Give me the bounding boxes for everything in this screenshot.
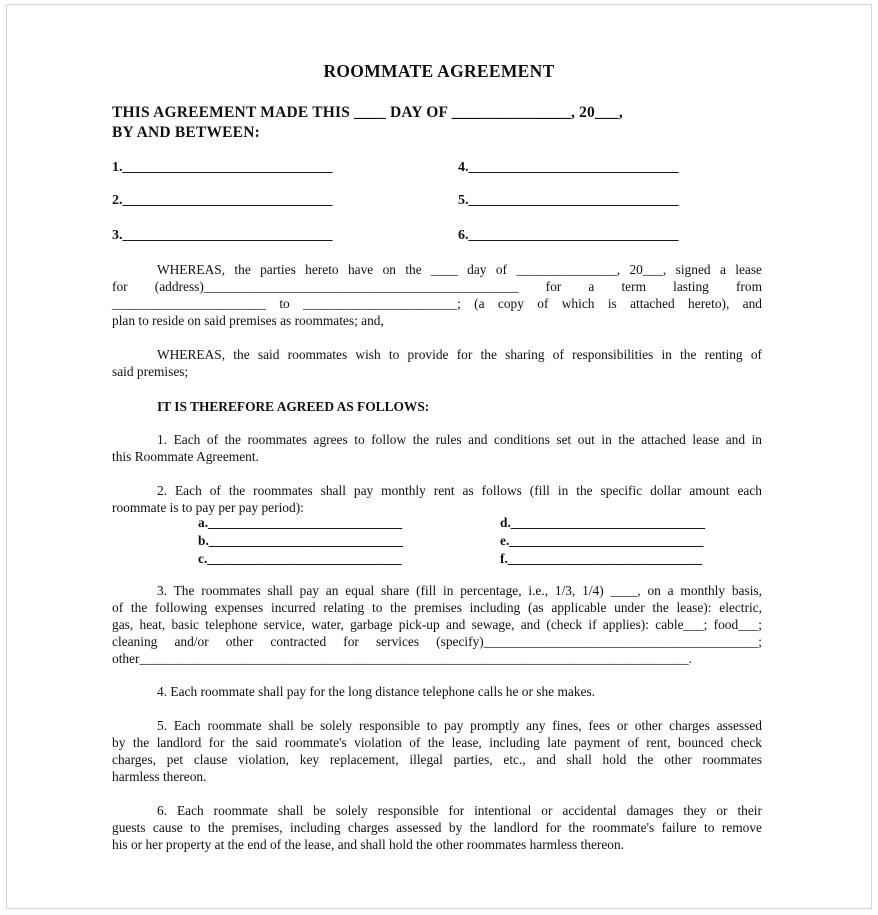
rent-amount-f-blank: f._____________________________ [500,551,702,566]
paragraph-line: guests cause to the premises, including charges assessed by the landlord for the roommate's failure to remove [112,820,762,835]
paragraph-line: his or her property at the end of the lease, and shall hold the other roommates harmless thereon. [112,837,625,852]
rent-amount-a-blank: a._____________________________ [198,515,403,530]
paragraph-line: gas, heat, basic telephone service, water, garbage pick-up and sewage, and (check if applies): cable___; food___; [112,617,762,632]
paragraph-line: 3. The roommates shall pay an equal share (fill in percentage, i.e., 1/3, 1/4) ____, on a monthly basis, [157,583,762,598]
paragraph-line: said premises; [112,364,189,379]
paragraph-line: harmless thereon. [112,769,207,784]
clause-2-paragraph [112,482,762,516]
rent-amount-e-blank: e._____________________________ [500,533,704,548]
paragraph-line: _______________________ to _______________________; (a copy of which is attached hereto), and [112,296,762,311]
paragraph-line: other__________________________________________________________________________________. [112,651,692,666]
whereas-lease-paragraph [112,261,762,329]
clause-5-paragraph [112,717,762,785]
party-1-blank: 1.______________________________ [112,160,333,175]
page-title: ROOMMATE AGREEMENT [323,61,555,81]
clause-3-paragraph [112,582,762,667]
clause-6-paragraph [112,802,762,853]
paragraph-line: plan to reside on said premises as roommates; and, [112,313,384,328]
paragraph-line: roommate is to pay per pay period): [112,500,304,515]
paragraph-line: 1. Each of the roommates agrees to follow the rules and conditions set out in the attached lease and in [157,432,762,447]
agreement-date-line: THIS AGREEMENT MADE THIS ____ DAY OF _______________, 20___, [112,104,623,121]
paragraph-line: by the landlord for the said roommate's violation of the lease, including late payment of rent, bounced check [112,735,762,750]
party-4-blank: 4.______________________________ [458,160,679,175]
by-and-between-line: BY AND BETWEEN: [112,124,260,141]
paragraph-line: 2. Each of the roommates shall pay monthly rent as follows (fill in the specific dollar amount each [157,483,762,498]
rent-amount-b-blank: b._____________________________ [198,533,403,548]
party-2-blank: 2.______________________________ [112,193,333,208]
rent-amount-c-blank: c._____________________________ [198,551,402,566]
party-5-blank: 5.______________________________ [458,193,679,208]
clause-4-paragraph: 4. Each roommate shall pay for the long distance telephone calls he or she makes. [157,684,596,699]
party-6-blank: 6.______________________________ [458,228,679,243]
paragraph-line: for (address)_______________________________________________ for a term lasting from [112,279,762,294]
paragraph-line: 6. Each roommate shall be solely responsible for intentional or accidental damages they or their [157,803,762,818]
paragraph-line: WHEREAS, the parties hereto have on the ____ day of _______________, 20___, signed a lease [157,262,762,277]
whereas-sharing-paragraph [112,346,762,380]
paragraph-line: of the following expenses incurred relating to the premises including (as applicable under the lease): electric, [112,600,762,615]
party-3-blank: 3.______________________________ [112,228,333,243]
paragraph-line: charges, pet clause violation, key replacement, illegal parties, etc., and shall hold the other roommates [112,752,762,767]
paragraph-line: 5. Each roommate shall be solely responsible to pay promptly any fines, fees or other charges assessed [157,718,762,733]
paragraph-line: WHEREAS, the said roommates wish to provide for the sharing of responsibilities in the renting of [157,347,762,362]
rent-amount-d-blank: d._____________________________ [500,515,705,530]
therefore-heading: IT IS THEREFORE AGREED AS FOLLOWS: [157,399,430,414]
paragraph-line: cleaning and/or other contracted for services (specify)_________________________________________; [112,634,762,649]
clause-1-paragraph [112,431,762,465]
paragraph-line: this Roommate Agreement. [112,449,259,464]
